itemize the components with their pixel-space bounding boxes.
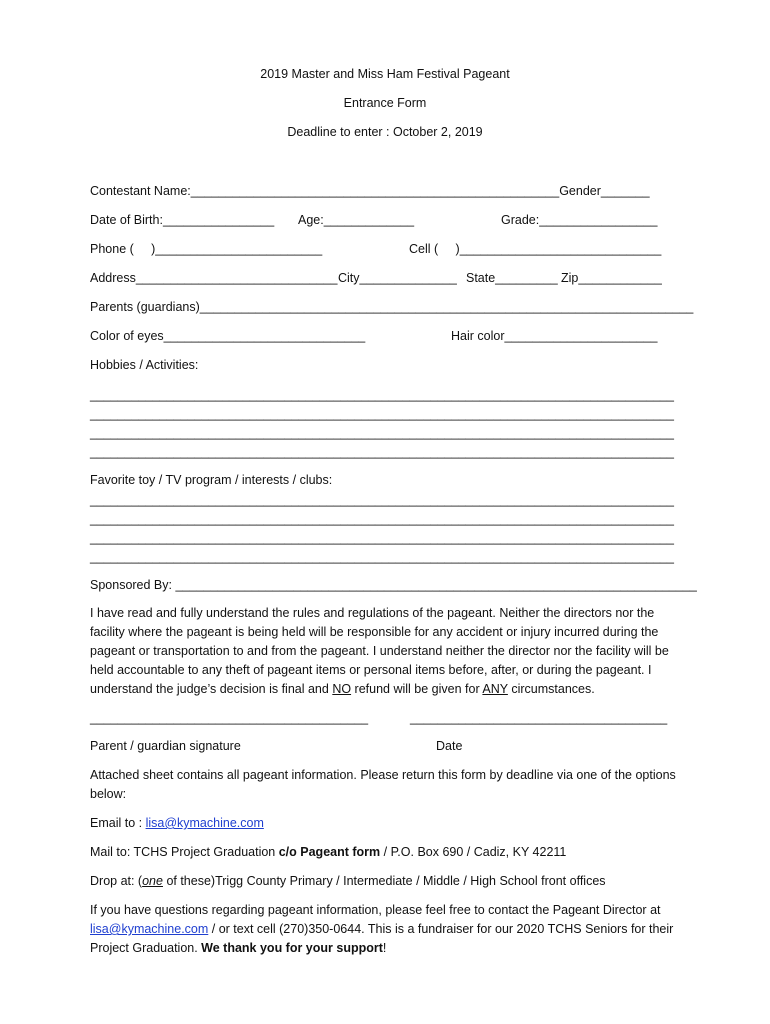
signature-line[interactable]: ________________________________________ [90,711,369,725]
hobbies-line[interactable]: ____________________________________________________________________________________ [90,388,674,402]
questions-paragraph: If you have questions regarding pageant information, please feel free to contact the Pageant Director at lisa@kymachine.com / or text cell (270)350-0644. This is a fundraiser for our 2020 TCHS Seniors for their Project Graduation. We thank you for your support! [90,903,674,955]
grade-field[interactable]: Grade:_________________ [501,213,658,227]
phone-field[interactable]: Phone ( )________________________ [90,242,323,256]
favorites-line[interactable]: ____________________________________________________________________________________ [90,550,674,564]
attached-sheet-text: Attached sheet contains all pageant information. Please return this form by deadline via one of the options below: [90,768,676,801]
favorites-line[interactable]: ____________________________________________________________________________________ [90,531,674,545]
deadline-text: Deadline to enter : October 2, 2019 [287,125,483,139]
sponsored-by-field[interactable]: Sponsored By: ___________________________________________________________________________ [90,578,697,592]
drop-at-line: Drop at: (one of these)Trigg County Primary / Intermediate / Middle / High School front offices [90,874,606,888]
contestant-name-field[interactable]: Contestant Name:_____________________________________________________Gender_______ [90,184,650,198]
agreement-paragraph: I have read and fully understand the rules and regulations of the pageant. Neither the directors nor the facility where the pageant is being held will be responsible for any accident or injury incurred during the pageant or transportation to and from the pageant. I understand neither the director nor the facility will be held accountable to any theft of pageant items or personal items before, after, or during the pageant. I understand the judge’s decision is final and NO refund will be given for ANY circumstances. [90,606,669,696]
hair-color-field[interactable]: Hair color______________________ [451,329,658,343]
favorites-line[interactable]: ____________________________________________________________________________________ [90,493,674,507]
favorites-label: Favorite toy / TV program / interests / clubs: [90,473,333,487]
hobbies-label: Hobbies / Activities: [90,358,199,372]
parents-field[interactable]: Parents (guardians)_______________________________________________________________________ [90,300,694,314]
signature-label: Parent / guardian signature [90,739,241,753]
questions-email-link[interactable]: lisa@kymachine.com [90,922,209,936]
address-field[interactable]: Address_____________________________ [90,271,338,285]
state-field[interactable]: State_________ [466,271,558,285]
hobbies-line[interactable]: ____________________________________________________________________________________ [90,426,674,440]
favorites-line[interactable]: ____________________________________________________________________________________ [90,512,674,526]
any-emphasis: ANY [482,682,508,696]
email-line: Email to : lisa@kymachine.com [90,816,264,830]
city-field[interactable]: City______________ [338,271,457,285]
date-label: Date [436,739,463,753]
mail-to-line: Mail to: TCHS Project Graduation c/o Pageant form / P.O. Box 690 / Cadiz, KY 42211 [90,845,567,859]
form-subtitle: Entrance Form [343,96,427,110]
hobbies-line[interactable]: ____________________________________________________________________________________ [90,407,674,421]
date-line[interactable]: _____________________________________ [410,711,668,725]
form-title: 2019 Master and Miss Ham Festival Pageant [260,67,510,81]
no-emphasis: NO [332,682,352,696]
age-field[interactable]: Age:_____________ [298,213,415,227]
date-of-birth-field[interactable]: Date of Birth:________________ [90,213,275,227]
cell-field[interactable]: Cell ( )_____________________________ [409,242,662,256]
hobbies-line[interactable]: ____________________________________________________________________________________ [90,445,674,459]
email-link[interactable]: lisa@kymachine.com [145,816,264,830]
eye-color-field[interactable]: Color of eyes_____________________________ [90,329,366,343]
zip-field[interactable]: Zip____________ [561,271,662,285]
